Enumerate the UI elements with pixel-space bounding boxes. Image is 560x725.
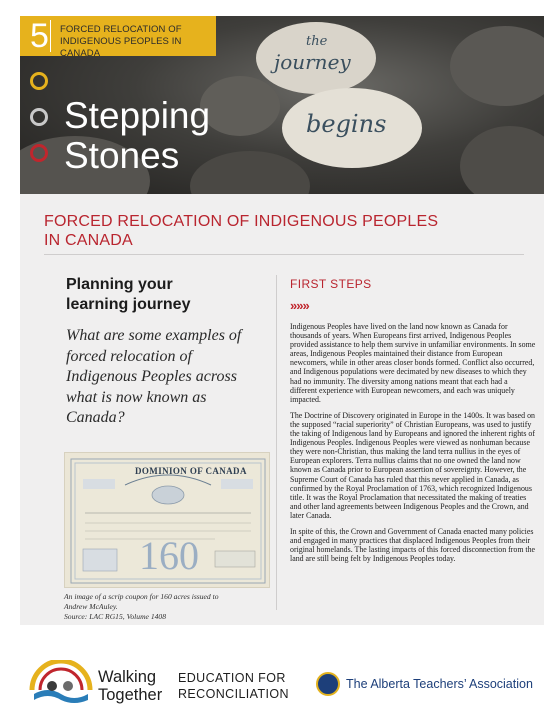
caption-line-2: Andrew McAuley. xyxy=(64,602,118,611)
paragraph-3: In spite of this, the Crown and Government of Canada enacted many policies and engaged in many practices that displaced Indigenous Peoples from their original homelands. The lasting impacts of this forced disconnection from the land are still being felt by Indigenous Peoples today. xyxy=(290,526,536,564)
stone-decoration xyxy=(200,76,280,136)
paragraph-2: The Doctrine of Discovery originated in Europe in the 1400s. It was based on the supposed “racial superiority” of Christian Europeans, was used to justify the taking of Indigenous land by Europeans and ignored the inherent rights of Indigenous Peoples. Indigenous Peoples were viewed as nonhuman because they were non-Christian, thus making the land terra nullius in the eyes of European explorers. Terra nullius claims that no one owned the land now known as Canada prior to European assertion of sovereignty. However, the Supreme Court of Canada has ruled that this never applied in Canada, as confirmed by the Royal Proclamation of 1763, which recognized Indigenous title. It was the Royal Proclamation that necessitated the making of treaties and other land agreements between Indigenous Peoples and the Crown, and later Canada. xyxy=(290,410,535,520)
column-divider xyxy=(276,275,277,610)
education-for-reconciliation-wordmark xyxy=(178,670,289,702)
stone-word-begins: begins xyxy=(306,110,387,138)
guiding-question: What are some examples of forced relocation of Indigenous Peoples across what is now known as Canada? xyxy=(66,327,242,427)
stone-word-journey: journey xyxy=(274,50,351,74)
walking-together-logo xyxy=(28,660,94,706)
ata-wordmark: The Alberta Teachers’ Association xyxy=(346,677,533,691)
planning-heading-line-2: learning journey xyxy=(66,296,191,313)
unit-number: 5 xyxy=(30,17,49,55)
planning-heading-line-1: Planning your xyxy=(66,276,173,293)
ata-seal-icon xyxy=(316,672,340,696)
first-steps-body xyxy=(290,322,536,570)
page-title-line-1: FORCED RELOCATION OF INDIGENOUS PEOPLES xyxy=(44,213,439,230)
grey-ring-icon xyxy=(30,108,48,126)
unit-tag-divider xyxy=(50,20,51,52)
red-ring-icon xyxy=(30,144,48,162)
paragraph-1: Indigenous Peoples have lived on the land now known as Canada for thousands of years. When Europeans first arrived, Indigenous Peoples provided assistance to help them survive in unfamiliar environments. In some areas, Indigenous Peoples maintained their distance from European newcomers, while in other areas closer bonds formed. Conflict also occurred, and Indigenous populations were decimated by new diseases to which they had no immunity. The diversity among nations meant that each had a different experience with European newcomers, and each was uniquely impacted. xyxy=(290,322,536,404)
first-steps-heading: FIRST STEPS xyxy=(290,277,372,291)
stone-word-the: the xyxy=(306,34,328,49)
unit-label: FORCED RELOCATION OF INDIGENOUS PEOPLES IN CANADA xyxy=(60,24,182,59)
page-title-line-2: IN CANADA xyxy=(44,232,133,249)
coupon-number: 160 xyxy=(139,533,199,578)
page-title xyxy=(44,212,514,250)
walking-together-wordmark xyxy=(98,668,162,704)
series-title-line-2: Stones xyxy=(64,135,180,176)
efr-line-2: RECONCILIATION xyxy=(178,687,289,701)
image-caption xyxy=(64,592,270,622)
banner xyxy=(20,16,544,194)
scrip-coupon-image xyxy=(64,452,270,588)
coupon-header: DOMINION OF CANADA xyxy=(135,466,247,476)
series-title-line-1: Stepping xyxy=(64,95,211,136)
yellow-ring-icon xyxy=(30,72,48,90)
planning-heading xyxy=(66,275,190,315)
caption-line-1: An image of a scrip coupon for 160 acres issued to xyxy=(64,592,219,601)
unit-tag xyxy=(20,16,216,59)
caption-source: Source: LAC RG15, Volume 1408 xyxy=(64,612,167,621)
stone-decoration xyxy=(450,26,544,106)
series-title xyxy=(64,96,210,176)
walking-text: Walking xyxy=(98,668,157,686)
heading-divider xyxy=(44,254,524,255)
efr-line-1: EDUCATION FOR xyxy=(178,671,286,685)
chevron-arrows-icon: »»» xyxy=(290,298,309,313)
together-text: Together xyxy=(98,686,163,704)
stone-decoration xyxy=(460,126,544,194)
